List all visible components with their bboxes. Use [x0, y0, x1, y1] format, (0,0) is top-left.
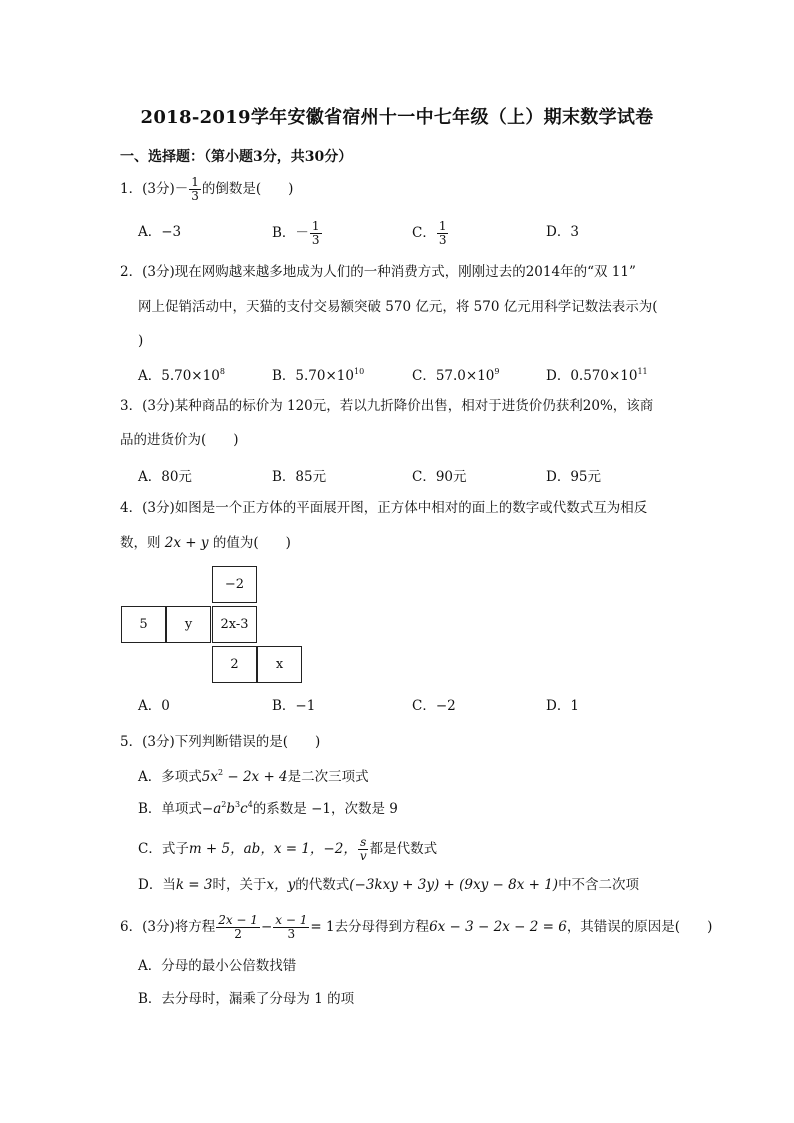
q4-option-d: D．1: [546, 698, 579, 714]
q4-line-2: [120, 533, 291, 553]
q5-c-post: 都是代数式: [369, 841, 438, 857]
q2-option-c: [412, 366, 499, 386]
q2-a-base: A．5.70×10: [138, 368, 220, 384]
q6-f1-den: 2: [234, 927, 242, 941]
q5-c-num: s: [360, 835, 367, 849]
q5-b-exp3: 4: [247, 800, 253, 809]
q6-fraction-2: [273, 914, 309, 941]
q5-b-expr1: −a: [201, 801, 222, 817]
q5-line-1: 5．(3分)下列判断错误的是( ): [120, 734, 321, 750]
q5-option-b: [138, 799, 398, 819]
q1-number: 1．(3分): [120, 181, 175, 197]
net-cell-bottom: 2: [212, 646, 257, 683]
q5-a-pre: A．多项式: [138, 769, 202, 785]
q1-c-fraction: [437, 220, 449, 247]
q2-a-exp: 8: [219, 367, 225, 376]
net-cell-left-1: 5: [121, 606, 166, 643]
q1-frac-num: 1: [191, 175, 199, 189]
q5-a-expr1: 5x: [201, 769, 218, 785]
net-cell-center: 2x-3: [212, 606, 257, 643]
net-cell-right-bottom: x: [257, 646, 302, 683]
q1-c-prefix: C．: [412, 225, 436, 241]
q2-d-exp: 11: [637, 367, 648, 376]
q5-d-expr: (−3kxy + 3y) + (9xy − 8x + 1): [349, 877, 559, 893]
q5-a-exp: 2: [217, 768, 224, 777]
q1-c-den: 3: [438, 233, 447, 247]
q4-line2-post: 的值为( ): [212, 535, 291, 551]
q5-d-mid2: 的代数式: [295, 877, 350, 893]
q5-b-pre: B．单项式: [138, 801, 202, 817]
q3-option-b: B．85元: [272, 469, 327, 485]
q6-mid: 去分母得到方程: [334, 919, 430, 935]
q1-b-num: 1: [311, 219, 320, 233]
q6-f1-num: 2x − 1: [218, 913, 258, 927]
q5-d-vars: x，y: [266, 877, 296, 893]
q5-option-d: [138, 875, 639, 895]
q6-minus: −: [260, 919, 273, 935]
q1-b-den: 3: [311, 233, 320, 247]
q2-b-exp: 10: [353, 367, 365, 376]
q6-fraction-1: [216, 914, 260, 941]
q5-b-expr3: c: [240, 801, 248, 817]
q1-option-b: [272, 220, 323, 247]
q1-c-num: 1: [438, 219, 447, 233]
q3-option-d: D．95元: [546, 469, 602, 485]
q2-option-d: [546, 366, 648, 386]
q1-fraction: [189, 176, 201, 203]
q6-expr: 6x − 3 − 2x − 2 = 6: [429, 919, 567, 935]
q4-option-b: B．−1: [272, 698, 316, 714]
q2-option-b: [272, 366, 364, 386]
q5-option-a: [138, 767, 369, 787]
q5-c-den: v: [359, 849, 367, 863]
q3-line-2: 品的进货价为( ): [120, 432, 239, 448]
q6-option-a: A．分母的最小公倍数找错: [138, 958, 297, 974]
net-cell-left-2: y: [166, 606, 211, 643]
q5-d-pre: D．当: [138, 877, 176, 893]
q4-option-a: A．0: [138, 698, 170, 714]
q2-c-exp: 9: [494, 367, 500, 376]
q5-b-exp2: 3: [235, 800, 241, 809]
q2-b-base: B．5.70×10: [272, 368, 354, 384]
q1-option-d: D．3: [546, 224, 579, 240]
q5-c-fraction: [358, 836, 369, 863]
q1-option-a: A．−3: [138, 224, 182, 240]
q6-f2-num: x − 1: [275, 913, 308, 927]
q2-line-1: 2．(3分)现在网购越来越多地成为人们的一种消费方式，刚刚过去的2014年的“双 11”: [120, 264, 636, 280]
q6-eq: = 1: [310, 919, 335, 935]
q6-pre: 6．(3分)将方程: [120, 919, 216, 935]
q5-option-c: [138, 836, 437, 863]
q2-option-a: [138, 366, 225, 386]
q2-line-2: 网上促销活动中，天猫的支付交易额突破 570 亿元，将 570 亿元用科学记数法表示为(: [138, 299, 658, 315]
q1-b-fraction: [310, 220, 322, 247]
q1-neg: －: [174, 181, 189, 197]
q6-post: ，其错误的原因是( ): [566, 919, 713, 935]
q5-d-mid: 时，关于: [212, 877, 267, 893]
q5-b-expr2: b: [226, 801, 236, 817]
q5-b-exp1: 2: [221, 800, 227, 809]
q5-d-k: k = 3: [175, 877, 213, 893]
q2-d-base: D．0.570×10: [546, 368, 638, 384]
q5-c-pre: C．式子: [138, 841, 189, 857]
q1-option-c: [412, 220, 449, 247]
q3-line-1: 3．(3分)某种商品的标价为 120元，若以九折降价出售，相对于进货价仍获利20%，该商: [120, 398, 654, 414]
q3-option-a: A．80元: [138, 469, 192, 485]
q1-frac-den: 3: [191, 189, 199, 203]
q3-option-c: C．90元: [412, 469, 467, 485]
q2-line-3: ): [138, 333, 144, 349]
section-heading: 一、选择题：（第小题3分，共30分）: [120, 149, 353, 165]
q5-b-post: 的系数是 −1，次数是 9: [252, 801, 398, 817]
q6-option-b: B．去分母时，漏乘了分母为 1 的项: [138, 991, 355, 1007]
page-title: 2018-2019学年安徽省宿州十一中七年级（上）期末数学试卷: [140, 107, 654, 128]
q4-line-1: 4．(3分)如图是一个正方体的平面展开图，正方体中相对的面上的数字或代数式互为相反: [120, 500, 648, 516]
q5-c-expr: m + 5，ab，x = 1，−2，: [188, 841, 357, 857]
q4-expression: 2x + y: [164, 535, 209, 551]
q5-a-post: 是二次三项式: [287, 769, 369, 785]
q4-option-c: C．−2: [412, 698, 456, 714]
question-1: [120, 176, 293, 203]
question-6: [120, 914, 712, 941]
q6-f2-den: 3: [287, 927, 296, 941]
q2-c-base: C．57.0×10: [412, 368, 495, 384]
q1-b-prefix: B．－: [272, 225, 309, 241]
q5-d-post: 中不含二次项: [558, 877, 640, 893]
q1-tail: 的倒数是( ): [201, 181, 294, 197]
q5-a-expr2: − 2x + 4: [227, 769, 288, 785]
q4-line2-pre: 数，则: [120, 535, 161, 551]
net-cell-top: −2: [212, 566, 257, 603]
